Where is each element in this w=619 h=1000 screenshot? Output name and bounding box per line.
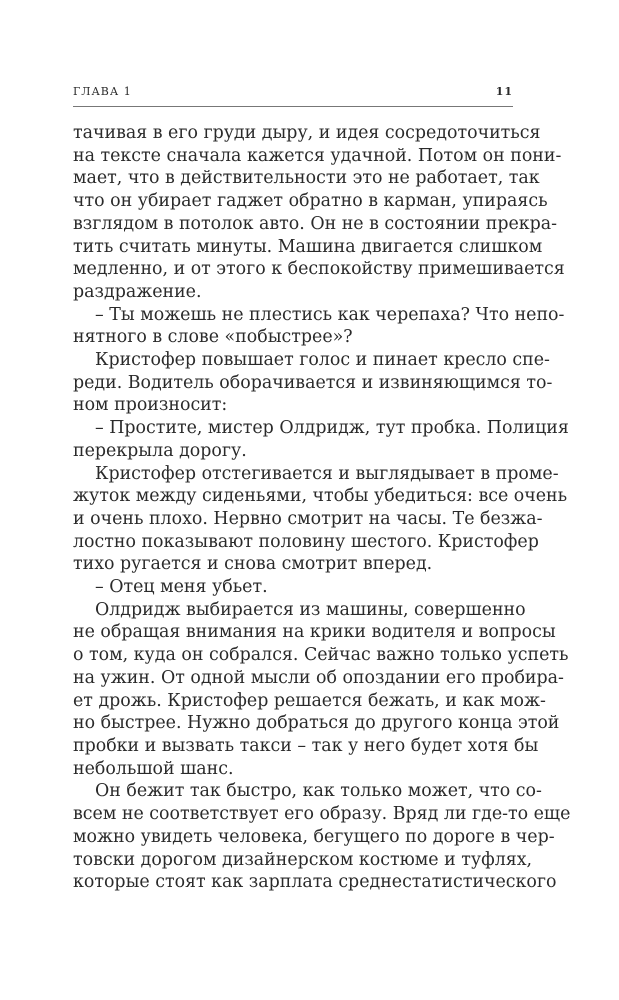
text-line: ет дрожь. Кристофер решается бежать, и как мож-: [73, 690, 546, 711]
text-line: лостно показывают половину шестого. Кристофер: [73, 531, 539, 552]
text-line: тачивая в его груди дыру, и идея сосредоточиться: [73, 123, 541, 143]
text-line: Олдридж выбирается из машины, совершенно: [95, 599, 526, 620]
text-line: на ужин. От одной мысли об опоздании его пробира-: [73, 667, 564, 688]
chapter-title: ГЛАВА 1: [73, 85, 132, 98]
text-line: тить считать минуты. Машина двигается слишком: [73, 236, 543, 257]
text-line: но быстрее. Нужно добраться до другого конца этой: [73, 713, 560, 734]
text-line: – Отец меня убьет.: [95, 577, 268, 598]
text-line: раздражение.: [73, 281, 202, 302]
text-line: что он убирает гаджет обратно в карман, упираясь: [73, 191, 548, 212]
text-line: можно увидеть человека, бегущего по дороге в чер-: [73, 826, 555, 847]
text-line: Он бежит так быстро, как только может, что со-: [95, 781, 542, 802]
page-number: 11: [495, 85, 513, 98]
text-line: не обращая внимания на крики водителя и вопросы: [73, 622, 556, 643]
text-line: которые стоят как зарплата среднестатистического: [73, 872, 557, 893]
text-line: тихо ругается и снова смотрит вперед.: [73, 554, 433, 575]
text-line: медленно, и от этого к беспокойству примешивается: [73, 259, 565, 280]
text-line: на тексте сначала кажется удачной. Потом он пони-: [73, 145, 562, 166]
text-line: нятного в слове «побыстрее»?: [73, 327, 353, 348]
text-line: о том, куда он собрался. Сейчас важно только успеть: [73, 645, 569, 666]
text-line: небольшой шанс.: [73, 758, 234, 779]
text-line: мает, что в действительности это не работает, так: [73, 168, 540, 189]
text-line: пробки и вызвать такси – так у него будет хотя бы: [73, 735, 539, 756]
text-line: перекрыла дорогу.: [73, 440, 247, 461]
text-line: ном произносит:: [73, 395, 228, 416]
text-line: товски дорогом дизайнерском костюме и туфлях,: [73, 849, 533, 870]
page-body-text: [73, 122, 571, 894]
text-line: и очень плохо. Нервно смотрит на часы. Те безжа-: [73, 508, 543, 529]
text-line: – Ты можешь не плестись как черепаха? Что непо-: [95, 304, 565, 325]
text-line: – Простите, мистер Олдридж, тут пробка. Полиция: [95, 418, 569, 439]
running-header: [73, 82, 513, 107]
text-line: всем не соответствует его образу. Вряд ли где-то еще: [73, 804, 571, 825]
text-line: Кристофер отстегивается и выглядывает в проме-: [95, 463, 559, 484]
text-line: жуток между сиденьями, чтобы убедиться: все очень: [73, 486, 568, 507]
text-line: взглядом в потолок авто. Он не в состоянии прекра-: [73, 213, 558, 234]
text-line: реди. Водитель оборачивается и извиняющимся то-: [73, 372, 553, 393]
text-line: Кристофер повышает голос и пинает кресло спе-: [95, 350, 550, 371]
